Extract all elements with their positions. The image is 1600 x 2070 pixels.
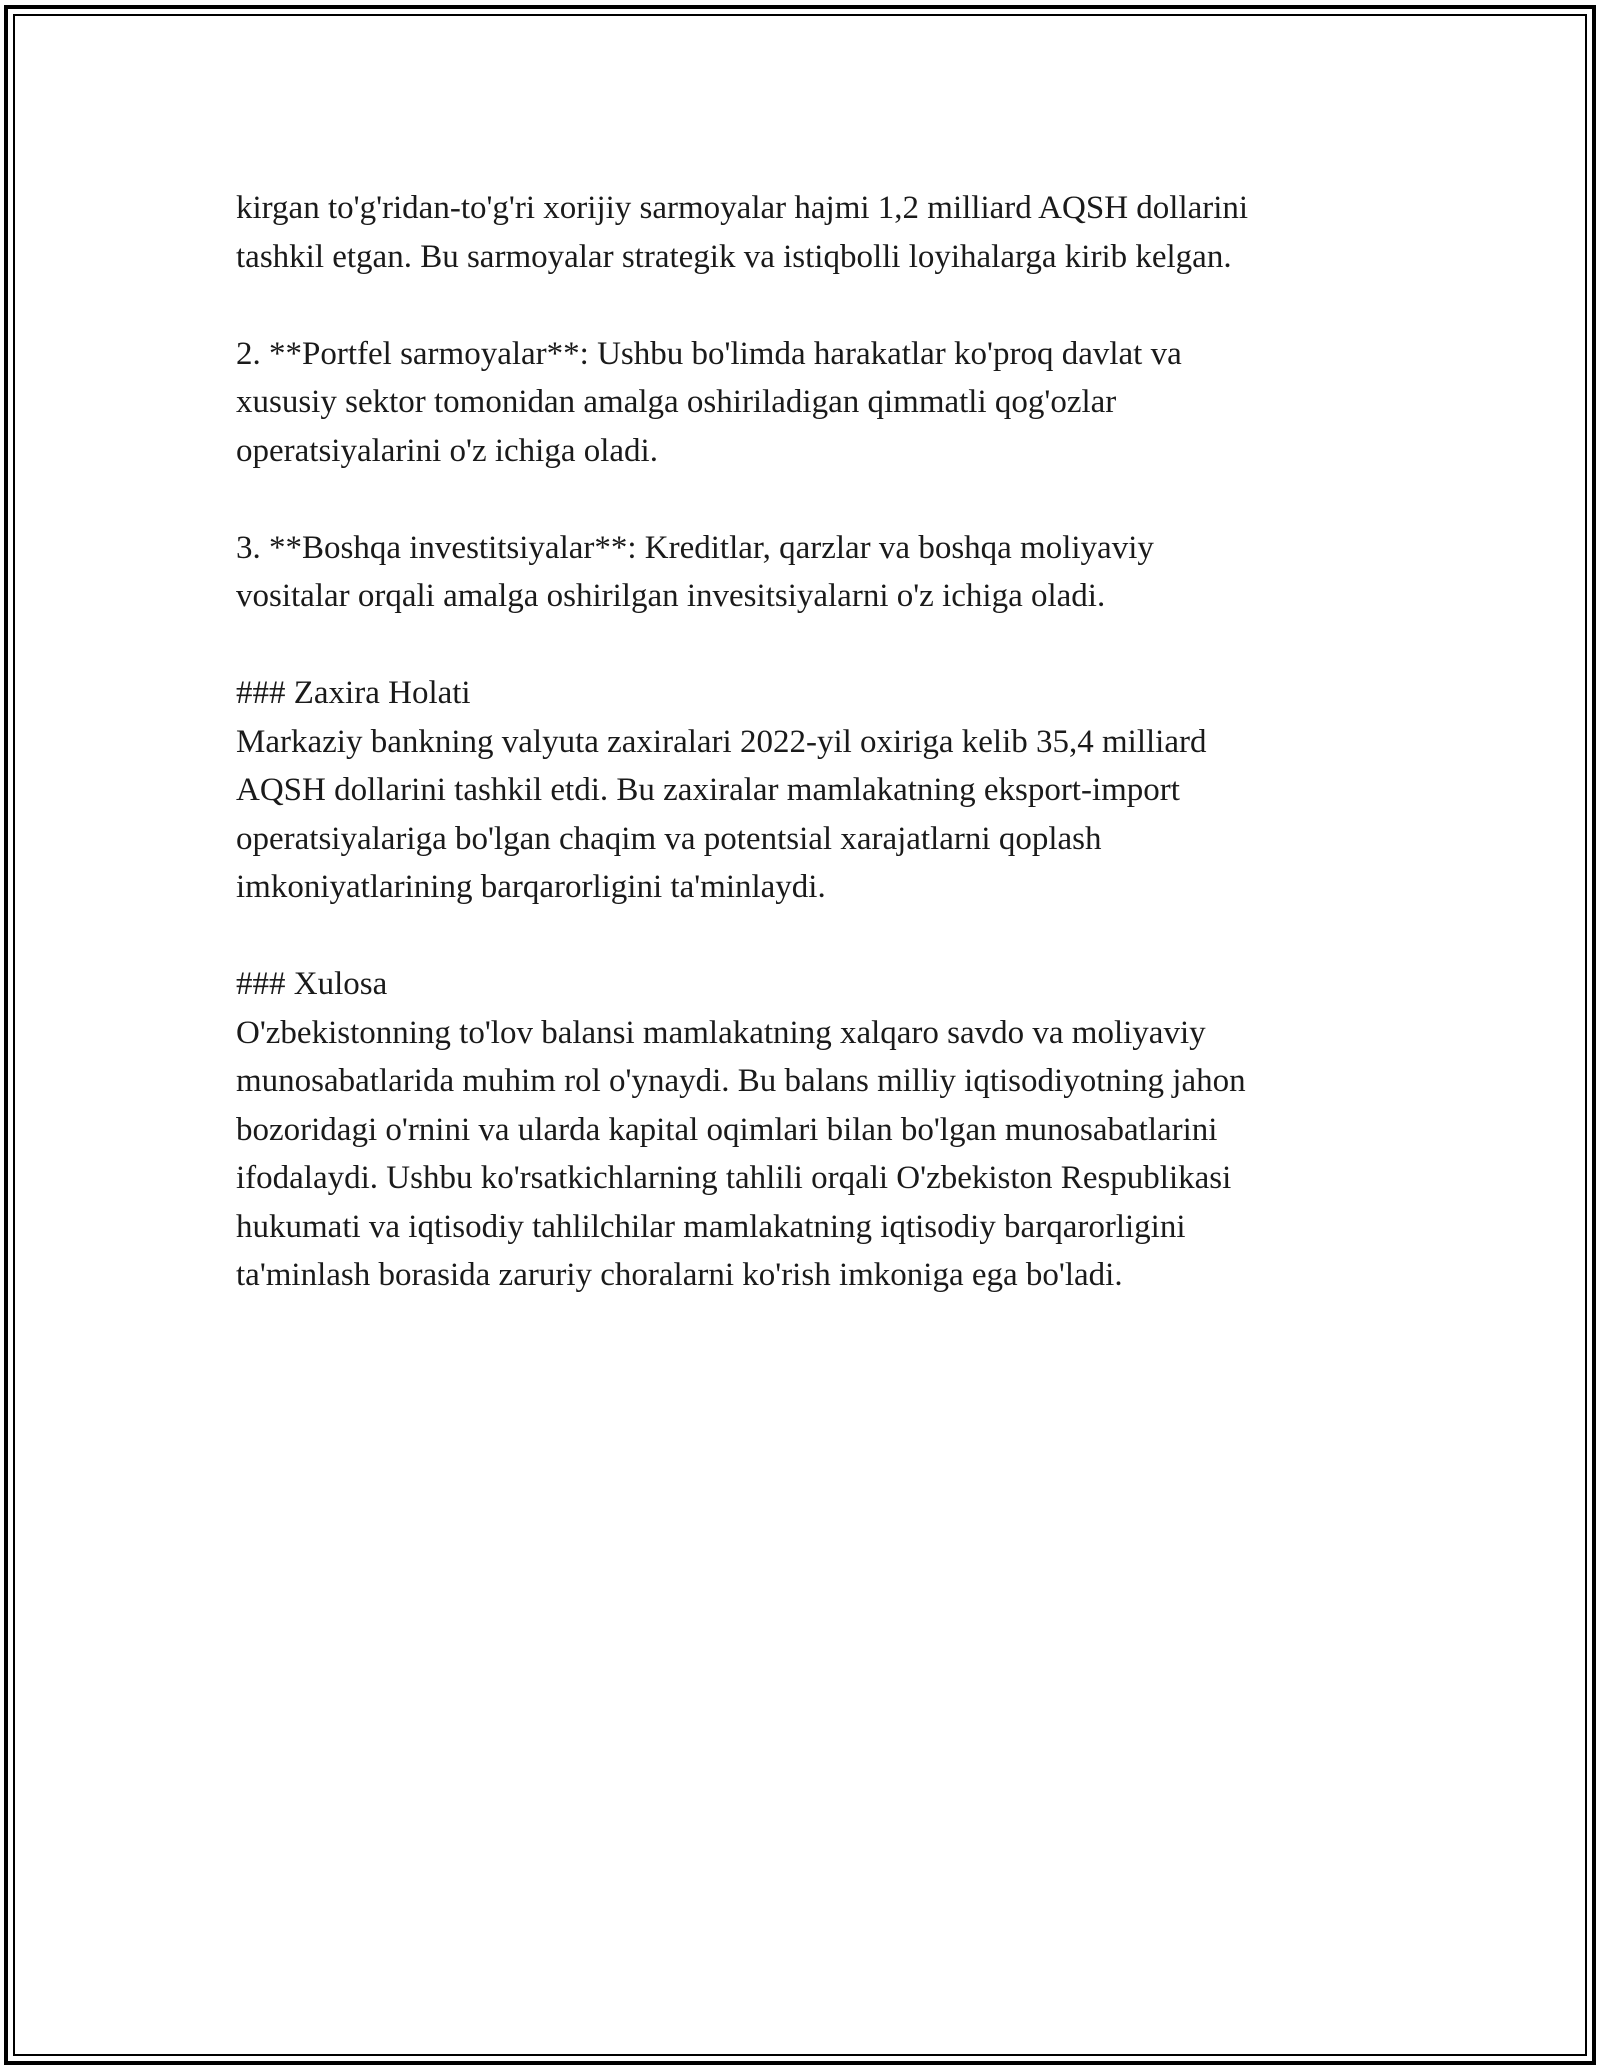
- text-line: ta'minlash borasida zaruriy choralarni ko'rish imkoniga ega bo'ladi.: [236, 1257, 1123, 1293]
- text-line: ifodalaydi. Ushbu ko'rsatkichlarning tahlili orqali O'zbekiston Respublikasi: [236, 1160, 1232, 1196]
- text-line: vositalar orqali amalga oshirilgan invesitsiyalarni o'z ichiga oladi.: [236, 578, 1106, 614]
- text-line: operatsiyalariga bo'lgan chaqim va potentsial xarajatlarni qoplash: [236, 820, 1102, 857]
- blank-line: [236, 281, 1386, 330]
- text-line: 2. **Portfel sarmoyalar**: Ushbu bo'limda harakatlar ko'proq davlat va: [236, 335, 1182, 372]
- list-item-portfolio-investments: [236, 330, 1386, 476]
- text-line: bozoridagi o'rnini va ularda kapital oqimlari bilan bo'lgan munosabatlarini: [236, 1111, 1218, 1148]
- text-line: 3. **Boshqa investitsiyalar**: Kreditlar, qarzlar va boshqa moliyaviy: [236, 529, 1154, 566]
- blank-line: [236, 912, 1386, 961]
- section-heading: ### Xulosa: [236, 966, 388, 1002]
- text-line: munosabatlarida muhim rol o'ynaydi. Bu balans milliy iqtisodiyotning jahon: [236, 1063, 1246, 1099]
- section-conclusion: [236, 960, 1386, 1300]
- section-heading: ### Zaxira Holati: [236, 675, 471, 711]
- section-reserve-status: [236, 669, 1386, 912]
- blank-line: [236, 475, 1386, 524]
- text-line: Markaziy bankning valyuta zaxiralari 2022-yil oxiriga kelib 35,4 milliard: [236, 723, 1207, 760]
- text-line: kirgan to'g'ridan-to'g'ri xorijiy sarmoyalar hajmi 1,2 milliard AQSH dollarini: [236, 190, 1249, 226]
- text-line: AQSH dollarini tashkil etdi. Bu zaxiralar mamlakatning eksport-import: [236, 772, 1180, 808]
- text-line: O'zbekistonning to'lov balansi mamlakatning xalqaro savdo va moliyaviy: [236, 1014, 1206, 1051]
- list-item-other-investments: [236, 524, 1386, 621]
- text-line: tashkil etgan. Bu sarmoyalar strategik va istiqbolli loyihalarga kirib kelgan.: [236, 238, 1232, 275]
- blank-line: [236, 621, 1386, 670]
- document-body: [236, 184, 1386, 1300]
- paragraph-fdi: [236, 184, 1386, 281]
- text-line: hukumati va iqtisodiy tahlilchilar mamlakatning iqtisodiy barqarorligini: [236, 1208, 1186, 1245]
- text-line: xususiy sektor tomonidan amalga oshiriladigan qimmatli qog'ozlar: [236, 384, 1117, 420]
- text-line: imkoniyatlarining barqarorligini ta'minlaydi.: [236, 869, 826, 905]
- text-line: operatsiyalarini o'z ichiga oladi.: [236, 432, 658, 469]
